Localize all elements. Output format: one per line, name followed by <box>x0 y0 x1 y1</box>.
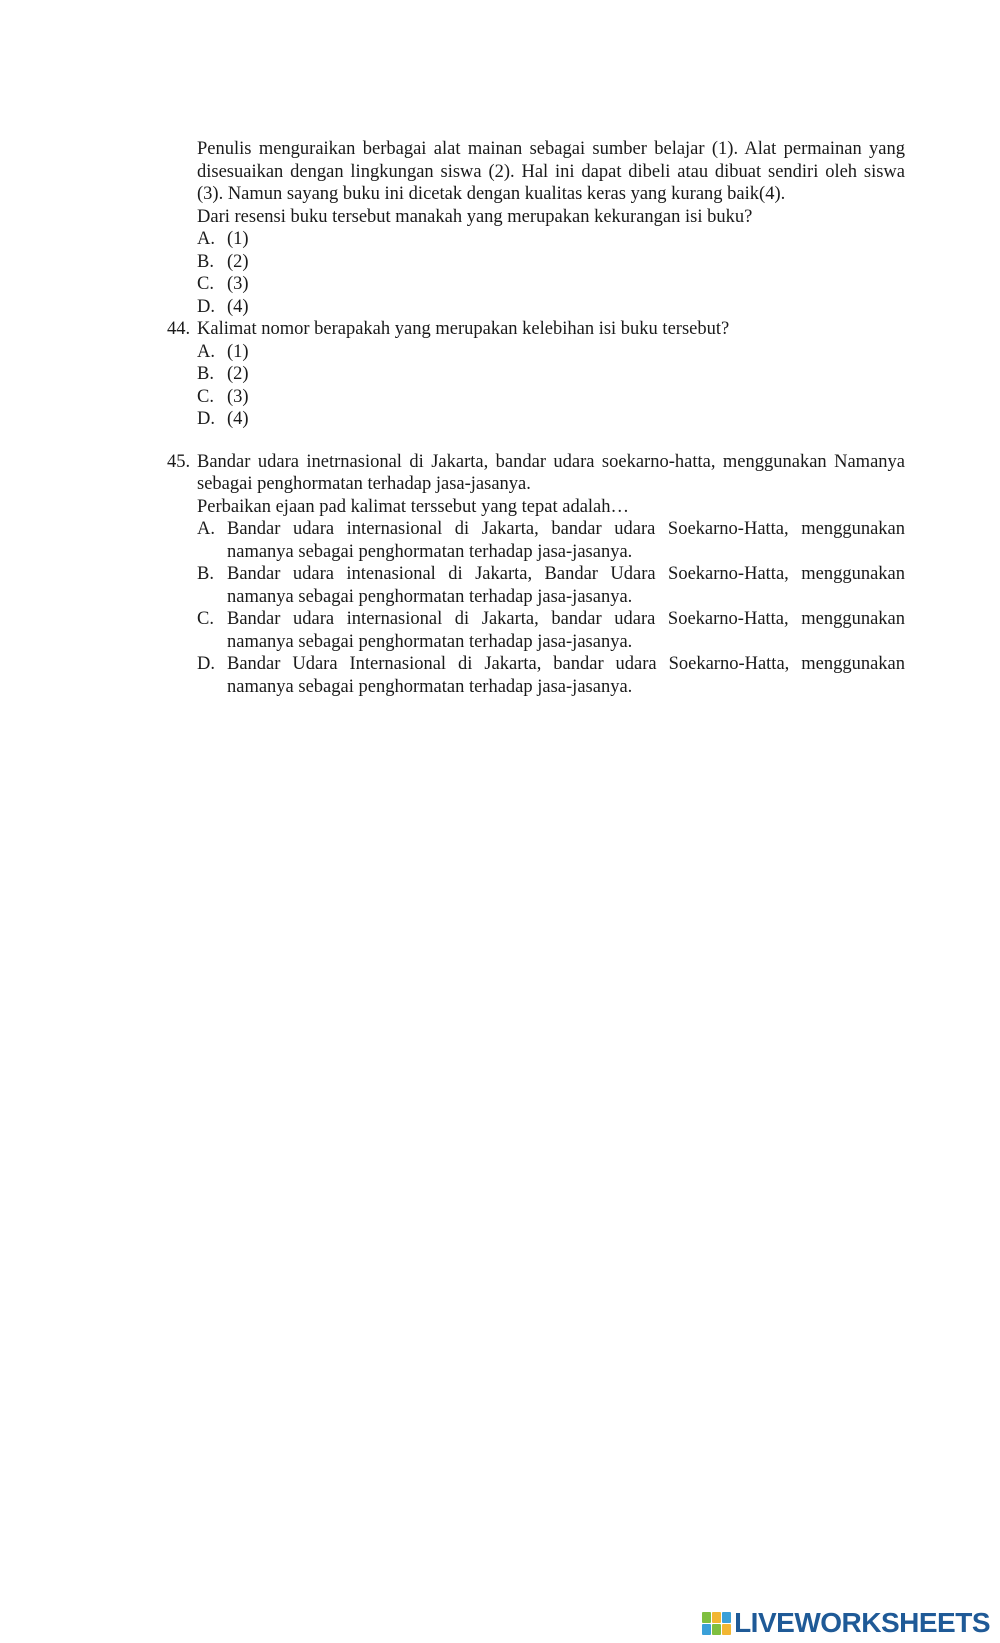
option-letter: C. <box>197 274 214 294</box>
option-text: (1) <box>227 229 249 249</box>
intro-option-d[interactable] <box>197 296 905 319</box>
question-statement: Bandar udara inetrnasional di Jakarta, bandar udara soekarno-hatta, menggunakan Namanya sebagai penghormatan terhadap jasa-jasanya. <box>197 451 905 494</box>
option-text: (2) <box>227 364 249 384</box>
q44-option-d[interactable] <box>197 408 905 431</box>
option-letter: D. <box>197 654 215 674</box>
option-letter: A. <box>197 229 215 249</box>
option-text: (3) <box>227 386 249 407</box>
logo-grid-icon <box>702 1612 731 1635</box>
question-number: 44. <box>167 319 191 339</box>
spacer <box>197 431 905 451</box>
option-letter: A. <box>197 519 215 539</box>
q44-option-c[interactable] <box>197 386 905 409</box>
logo-tile <box>722 1624 731 1635</box>
option-letter: B. <box>197 564 214 584</box>
worksheet-content <box>167 138 905 698</box>
intro-options <box>197 228 905 318</box>
brand-name: LIVEWORKSHEETS <box>734 1607 990 1638</box>
option-text: (2) <box>227 251 249 272</box>
option-letter: D. <box>197 296 215 317</box>
option-text: Bandar udara intenasional di Jakarta, Bandar Udara Soekarno-Hatta, menggunakan namanya sebagai penghormatan terhadap jasa-jasanya. <box>227 564 905 607</box>
question-text: Kalimat nomor berapakah yang merupakan kelebihan isi buku tersebut? <box>197 319 730 339</box>
logo-tile <box>702 1624 711 1635</box>
question-45 <box>167 451 905 496</box>
intro-option-b[interactable] <box>197 251 905 274</box>
option-text: (4) <box>227 296 249 317</box>
option-text: Bandar udara internasional di Jakarta, bandar udara Soekarno-Hatta, menggunakan namanya sebagai penghormatan terhadap jasa-jasanya. <box>227 609 905 652</box>
question-number: 45. <box>167 451 191 472</box>
intro-option-c[interactable] <box>197 273 905 296</box>
question-45-prompt: Perbaikan ejaan pad kalimat terssebut yang tepat adalah… <box>197 496 630 517</box>
option-text: (3) <box>227 274 249 294</box>
option-letter: C. <box>197 609 214 629</box>
intro-option-a[interactable] <box>197 228 905 251</box>
q44-option-a[interactable] <box>197 341 905 364</box>
q45-option-d[interactable] <box>197 653 905 698</box>
option-letter: B. <box>197 251 214 272</box>
q44-option-b[interactable] <box>197 363 905 386</box>
q45-option-a[interactable] <box>197 518 905 563</box>
question-44 <box>167 318 905 341</box>
option-text: (4) <box>227 409 249 429</box>
liveworksheets-logo <box>702 1607 990 1639</box>
question-44-options <box>197 341 905 431</box>
option-letter: D. <box>197 409 215 429</box>
intro-question: Dari resensi buku tersebut manakah yang merupakan kekurangan isi buku? <box>197 206 753 227</box>
option-letter: B. <box>197 364 214 384</box>
option-text: (1) <box>227 341 249 362</box>
logo-tile <box>722 1612 731 1623</box>
option-letter: C. <box>197 386 214 407</box>
intro-paragraph: Penulis menguraikan berbagai alat mainan sebagai sumber belajar (1). Alat permainan yang disesuaikan dengan lingkungan siswa (2). Hal ini dapat dibeli atau dibuat sendiri oleh siswa (3). Namun sayang buku ini dicetak dengan kualitas keras yang kurang baik(4). <box>197 139 905 204</box>
logo-tile <box>702 1612 711 1623</box>
question-45-options <box>197 518 905 698</box>
q45-option-b[interactable] <box>197 563 905 608</box>
option-text: Bandar udara internasional di Jakarta, bandar udara Soekarno-Hatta, menggunakan namanya sebagai penghormatan terhadap jasa-jasanya. <box>227 519 905 562</box>
option-text: Bandar Udara Internasional di Jakarta, bandar udara Soekarno-Hatta, menggunakan namanya sebagai penghormatan terhadap jasa-jasanya. <box>227 654 905 697</box>
q45-option-c[interactable] <box>197 608 905 653</box>
logo-tile <box>712 1624 721 1635</box>
logo-tile <box>712 1612 721 1623</box>
option-letter: A. <box>197 341 215 362</box>
